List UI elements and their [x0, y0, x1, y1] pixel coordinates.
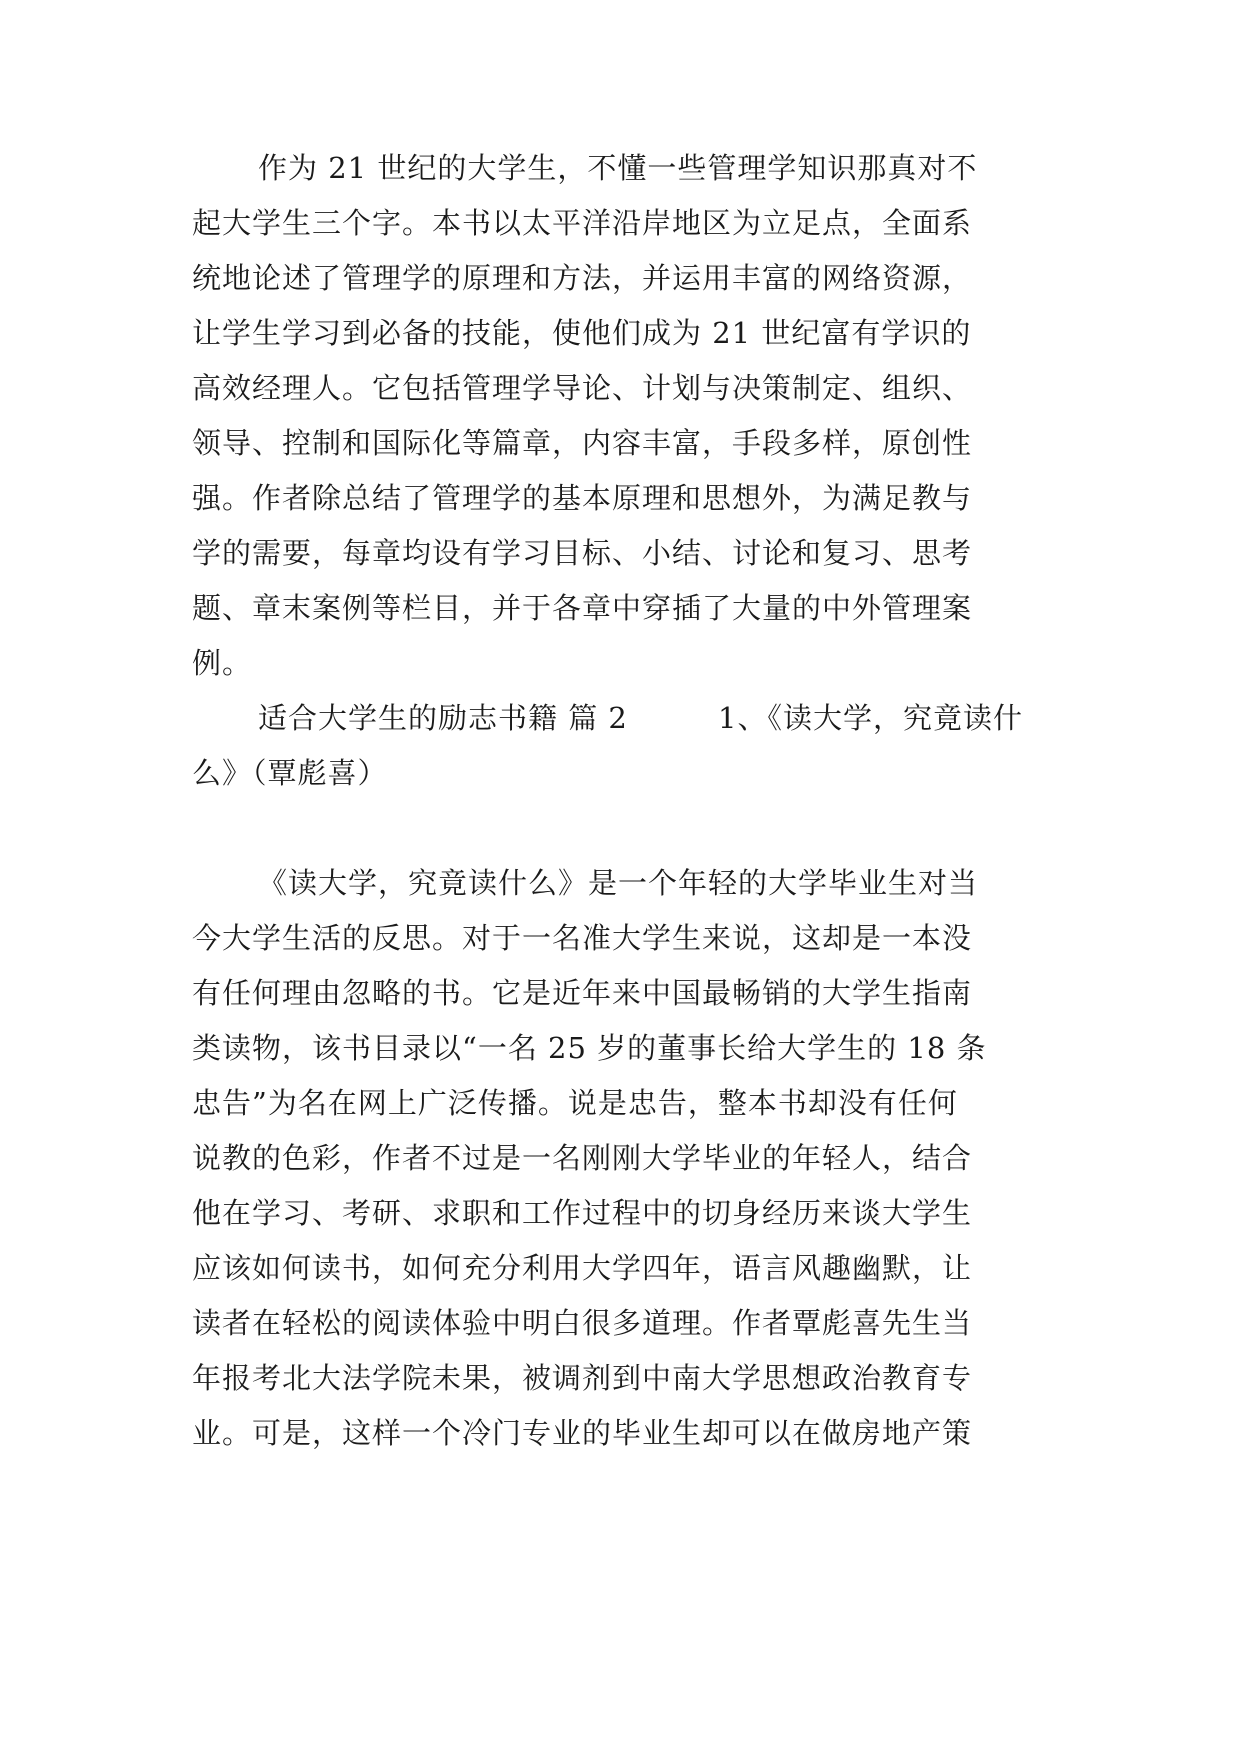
heading-continuation: 么》（覃彪喜） — [192, 756, 388, 790]
paragraph1-line-8: 学的需要，每章均设有学习目标、小结、讨论和复习、思考 — [192, 536, 973, 570]
heading-title: 适合大学生的励志书籍 篇 2 — [258, 701, 628, 735]
heading-book-item: 1、《读大学，究竟读什 — [718, 701, 1023, 735]
paragraph2-line-1: 《读大学，究竟读什么》是一个年轻的大学毕业生对当 — [258, 866, 979, 900]
paragraph2-line-2: 今大学生活的反思。对于一名准大学生来说，这却是一本没 — [192, 921, 973, 955]
section-heading — [0, 698, 1241, 738]
paragraph1-line-3: 统地论述了管理学的原理和方法，并运用丰富的网络资源， — [192, 261, 973, 295]
paragraph2-line-10: 年报考北大法学院未果，被调剂到中南大学思想政治教育专 — [192, 1361, 973, 1395]
paragraph2-line-4: 类读物，该书目录以“一名 25 岁的董事长给大学生的 18 条 — [192, 1031, 987, 1065]
paragraph1-line-1: 作为 21 世纪的大学生，不懂一些管理学知识那真对不 — [258, 151, 978, 185]
paragraph2-line-11: 业。可是，这样一个冷门专业的毕业生却可以在做房地产策 — [192, 1416, 973, 1450]
paragraph2-line-9: 读者在轻松的阅读体验中明白很多道理。作者覃彪喜先生当 — [192, 1306, 973, 1340]
paragraph1-line-7: 强。作者除总结了管理学的基本原理和思想外，为满足教与 — [192, 481, 973, 515]
paragraph1-line-2: 起大学生三个字。本书以太平洋沿岸地区为立足点，全面系 — [192, 206, 973, 240]
paragraph1-line-6: 领导、控制和国际化等篇章，内容丰富，手段多样，原创性 — [192, 426, 973, 460]
paragraph1-line-4: 让学生学习到必备的技能，使他们成为 21 世纪富有学识的 — [192, 316, 972, 350]
paragraph1-line-5: 高效经理人。它包括管理学导论、计划与决策制定、组织、 — [192, 371, 973, 405]
paragraph2-line-6: 说教的色彩，作者不过是一名刚刚大学毕业的年轻人，结合 — [192, 1141, 973, 1175]
paragraph2-line-8: 应该如何读书，如何充分利用大学四年，语言风趣幽默，让 — [192, 1251, 973, 1285]
paragraph1-line-9: 题、章末案例等栏目，并于各章中穿插了大量的中外管理案 — [192, 591, 973, 625]
paragraph1-line-10: 例。 — [192, 646, 253, 680]
paragraph2-line-3: 有任何理由忽略的书。它是近年来中国最畅销的大学生指南 — [192, 976, 973, 1010]
paragraph2-line-5: 忠告”为名在网上广泛传播。说是忠告，整本书却没有任何 — [192, 1086, 958, 1120]
paragraph2-line-7: 他在学习、考研、求职和工作过程中的切身经历来谈大学生 — [192, 1196, 973, 1230]
